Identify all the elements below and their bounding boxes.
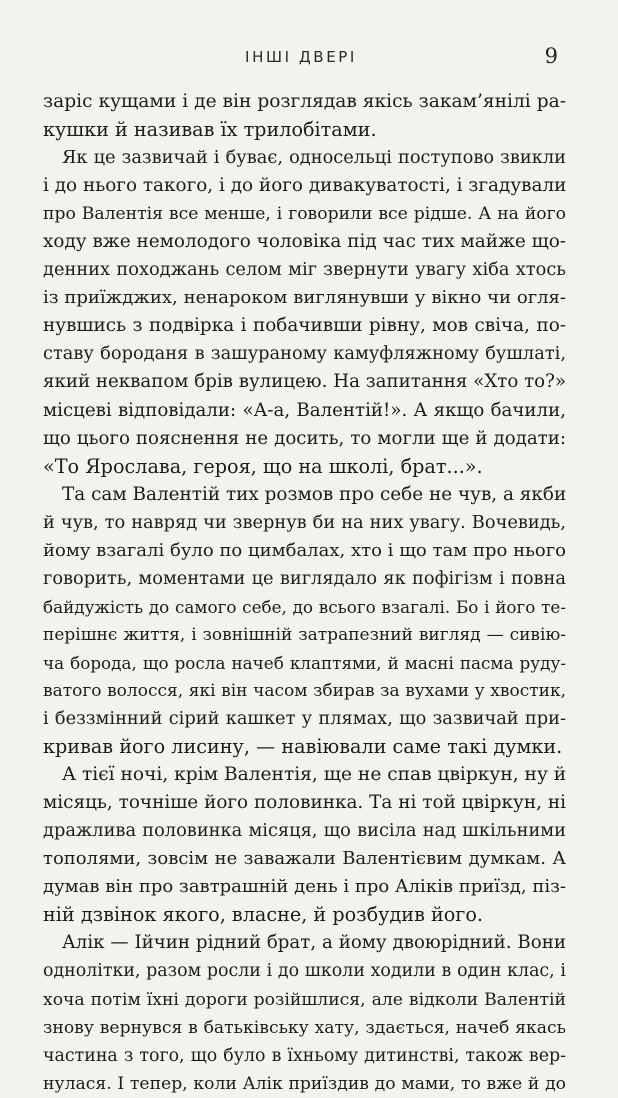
text-line: і беззмінний сірий кашкет у плямах, що зазвичай при- (43, 708, 566, 730)
text-line: тополями, зовсім не заважали Валентієвим думкам. А (43, 848, 566, 870)
text-line: «То Ярослава, героя, що на школі, брат...». (43, 454, 483, 478)
text-line: про Валентія все менше, і говорили все рідше. А на його (43, 204, 566, 225)
text-line: ставу бороданя в зашураному камуфляжному бушлаті, (43, 343, 566, 365)
page-number: 9 (544, 44, 558, 68)
text-line: знову вернувся в батьківську хату, здається, начеб якась (43, 1017, 566, 1038)
body-text (43, 88, 566, 1098)
text-line: ходу вже немолодого чоловіка під час тих майже що- (43, 231, 566, 253)
text-line: частина з того, що було в їхньому дитинстві, також вер- (43, 1045, 566, 1066)
text-line: і до нього такого, і до його дивакуватості, і згадували (43, 175, 567, 197)
text-line: А тієї ночі, крім Валентія, ще не спав цвіркун, ну й (62, 764, 567, 786)
text-line: й чув, то навряд чи звернув би на них увагу. Вочевидь, (43, 511, 566, 533)
text-line: нувшись з подвірка і побачивши рівну, мов свіча, по- (43, 315, 566, 337)
text-line: Та сам Валентій тих розмов про себе не чув, а якби (62, 483, 567, 505)
running-title: ІНШІ ДВЕРІ (245, 48, 357, 66)
text-line: перішнє життя, і зовнішній затрапезний вигляд — сивію- (43, 624, 566, 645)
text-line: хоча потім їхні дороги розійшлися, але відколи Валентій (43, 989, 566, 1010)
text-line: заріс кущами і де він розглядав якісь закам’янілі ра- (43, 91, 566, 112)
text-line: кривав його лисину, — навіювали саме такі думки. (43, 735, 563, 759)
text-line: денних походжань селом міг звернути увагу хіба хтось (43, 259, 566, 281)
text-line: думав він про завтрашній день і про Аліків приїзд, піз- (43, 876, 566, 898)
text-line: що цього пояснення не досить, то могли ще й додати: (43, 427, 566, 449)
text-line: ній дзвінок якого, власне, й розбудив його. (43, 903, 484, 927)
text-line: місцеві відповідали: «А-а, Валентій!». А якщо бачили, (43, 399, 566, 421)
running-header (44, 44, 558, 74)
text-line: Алік — Ійчин рідний брат, а йому двоюрідний. Вони (62, 932, 566, 954)
text-line: байдужість до самого себе, до всього взагалі. Бо і його те- (43, 596, 566, 617)
text-line: ватого волосся, які він часом збирав за вухами у хвостик, (43, 680, 566, 701)
text-line: який неквапом брів вулицею. На запитання «Хто то?» (43, 371, 566, 393)
text-line: місяць, точніше його половинка. Та ні той цвіркун, ні (43, 792, 566, 814)
text-line: Як це зазвичай і буває, односельці поступово звикли (62, 147, 566, 169)
text-line: однолітки, разом росли і до школи ходили в один клас, і (43, 961, 566, 982)
text-line: йому взагалі було по цимбалах, хто і що там про нього (43, 539, 566, 561)
text-line: говорить, моментами це виглядало як пофігізм і повна (43, 567, 566, 589)
text-line: із приїжджих, ненароком виглянувши у вікно чи огля- (43, 287, 566, 309)
text-line: кушки й називав їх трилобітами. (43, 118, 377, 142)
text-line: нулася. І тепер, коли Алік приїздив до мами, то вже й до (43, 1073, 566, 1094)
text-line: ча борода, що росла начеб клаптями, й масні пасма руду- (43, 652, 566, 673)
text-line: дражлива половинка місяця, що висіла над шкільними (43, 820, 566, 842)
